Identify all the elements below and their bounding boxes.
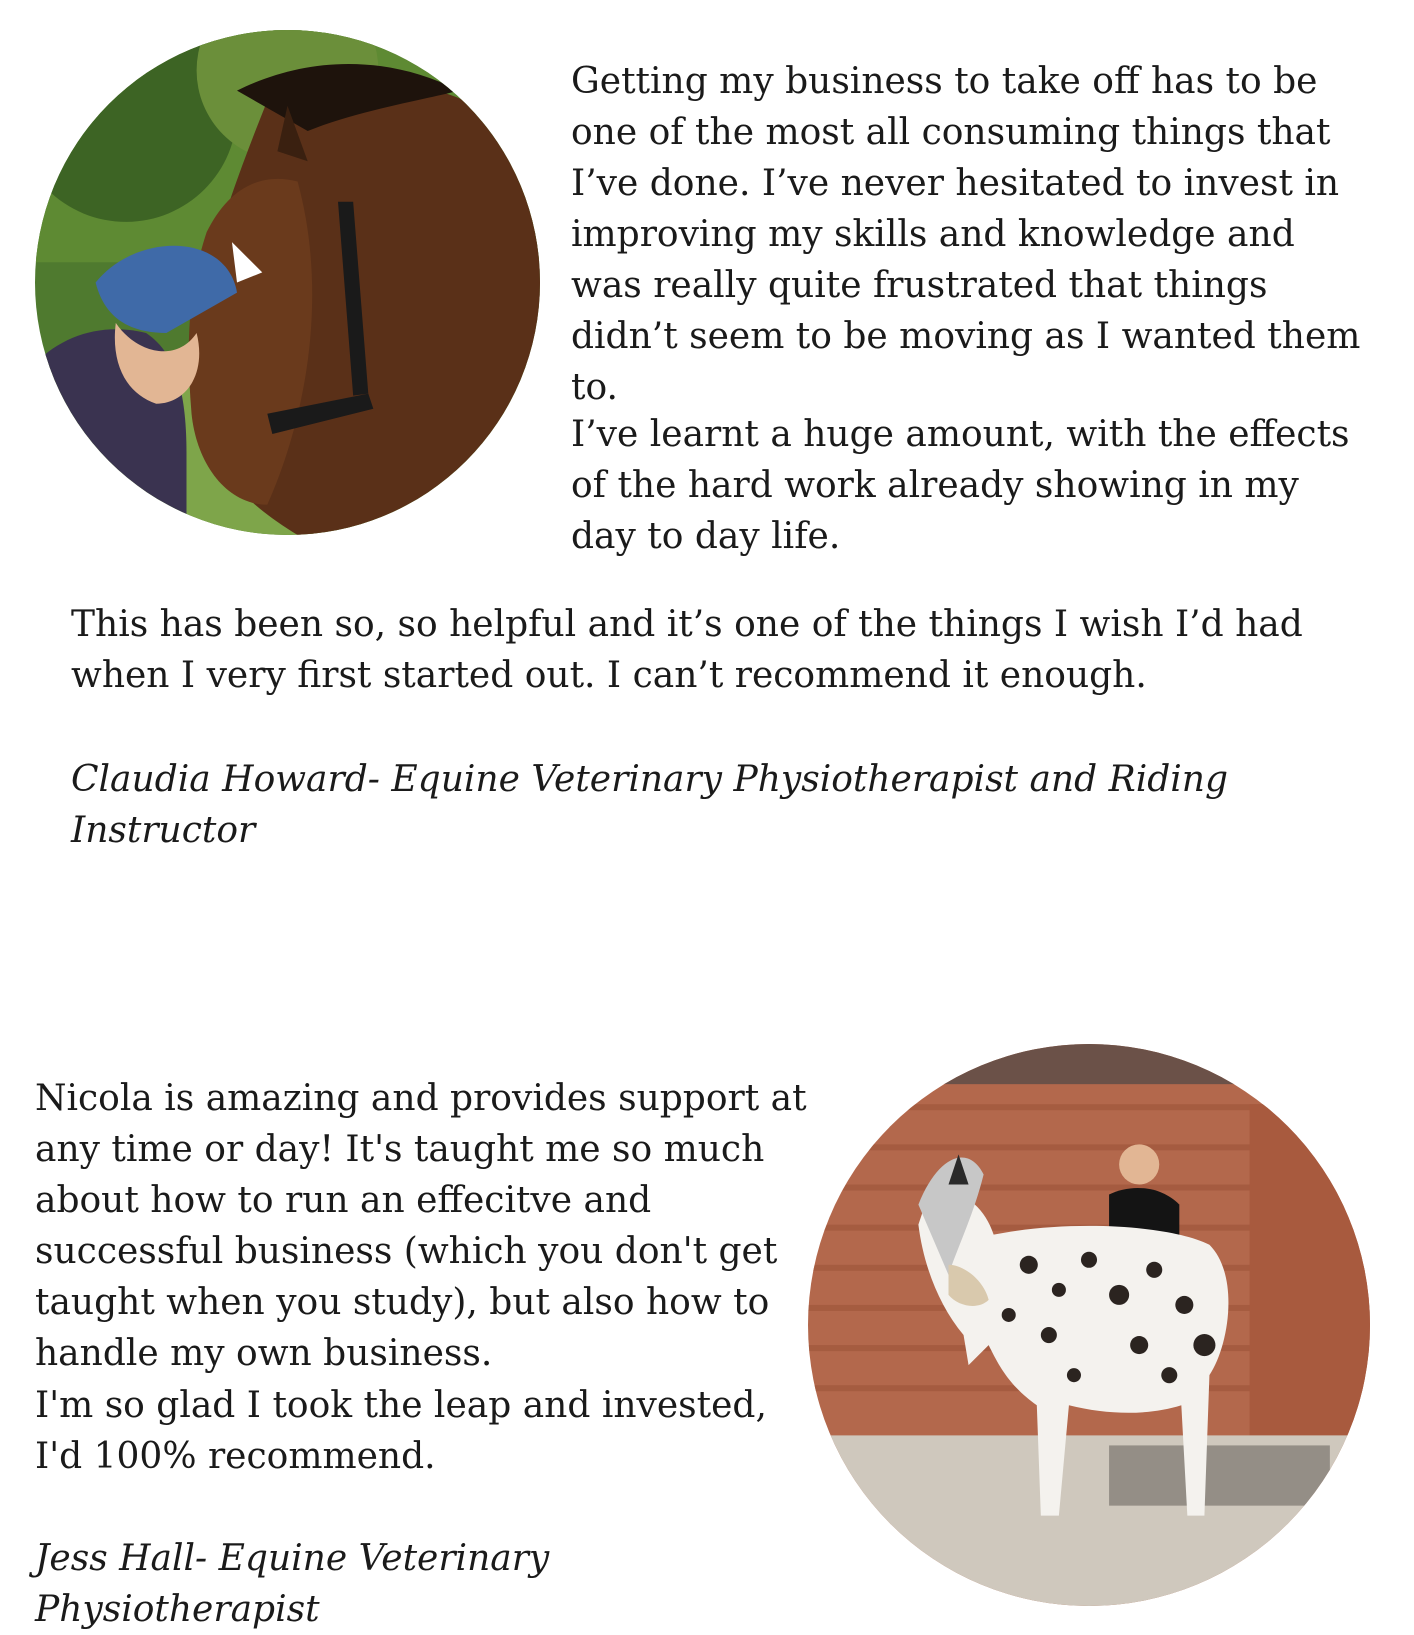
jess-horse-photo [808,1044,1370,1606]
testimonial-2-paragraph-2: I'm so glad I took the leap and invested, I'd 100% recommend. [35,1385,767,1477]
testimonial-2-signature: Jess Hall- Equine Veterinary Physiotherapist [35,1538,550,1630]
testimonial-1-paragraph-3: This has been so, so helpful and it’s one of the things I wish I’d had when I very first started out. I can’t recommend it enough. [71,604,1303,696]
testimonial-1-paragraph-1: Getting my business to take off has to be one of the most all consuming things that I’ve done. I’ve never hesitated to invest in improving my skills and knowledge and was really quite frustrated that things didn’t seem to be moving as I wanted them to. [571,61,1361,408]
testimonial-1-paragraph-2: I’ve learnt a huge amount, with the effects of the hard work already showing in my day to day life. [571,414,1350,557]
testimonial-1-signature: Claudia Howard- Equine Veterinary Physiotherapist and Riding Instructor [71,759,1228,851]
claudia-horse-photo [35,30,540,535]
testimonial-2-paragraph-1: Nicola is amazing and provides support at any time or day! It's taught me so much about how to run an effecitve and successful business (which you don't get taught when you study), but also how to handle my own business. [35,1078,807,1374]
